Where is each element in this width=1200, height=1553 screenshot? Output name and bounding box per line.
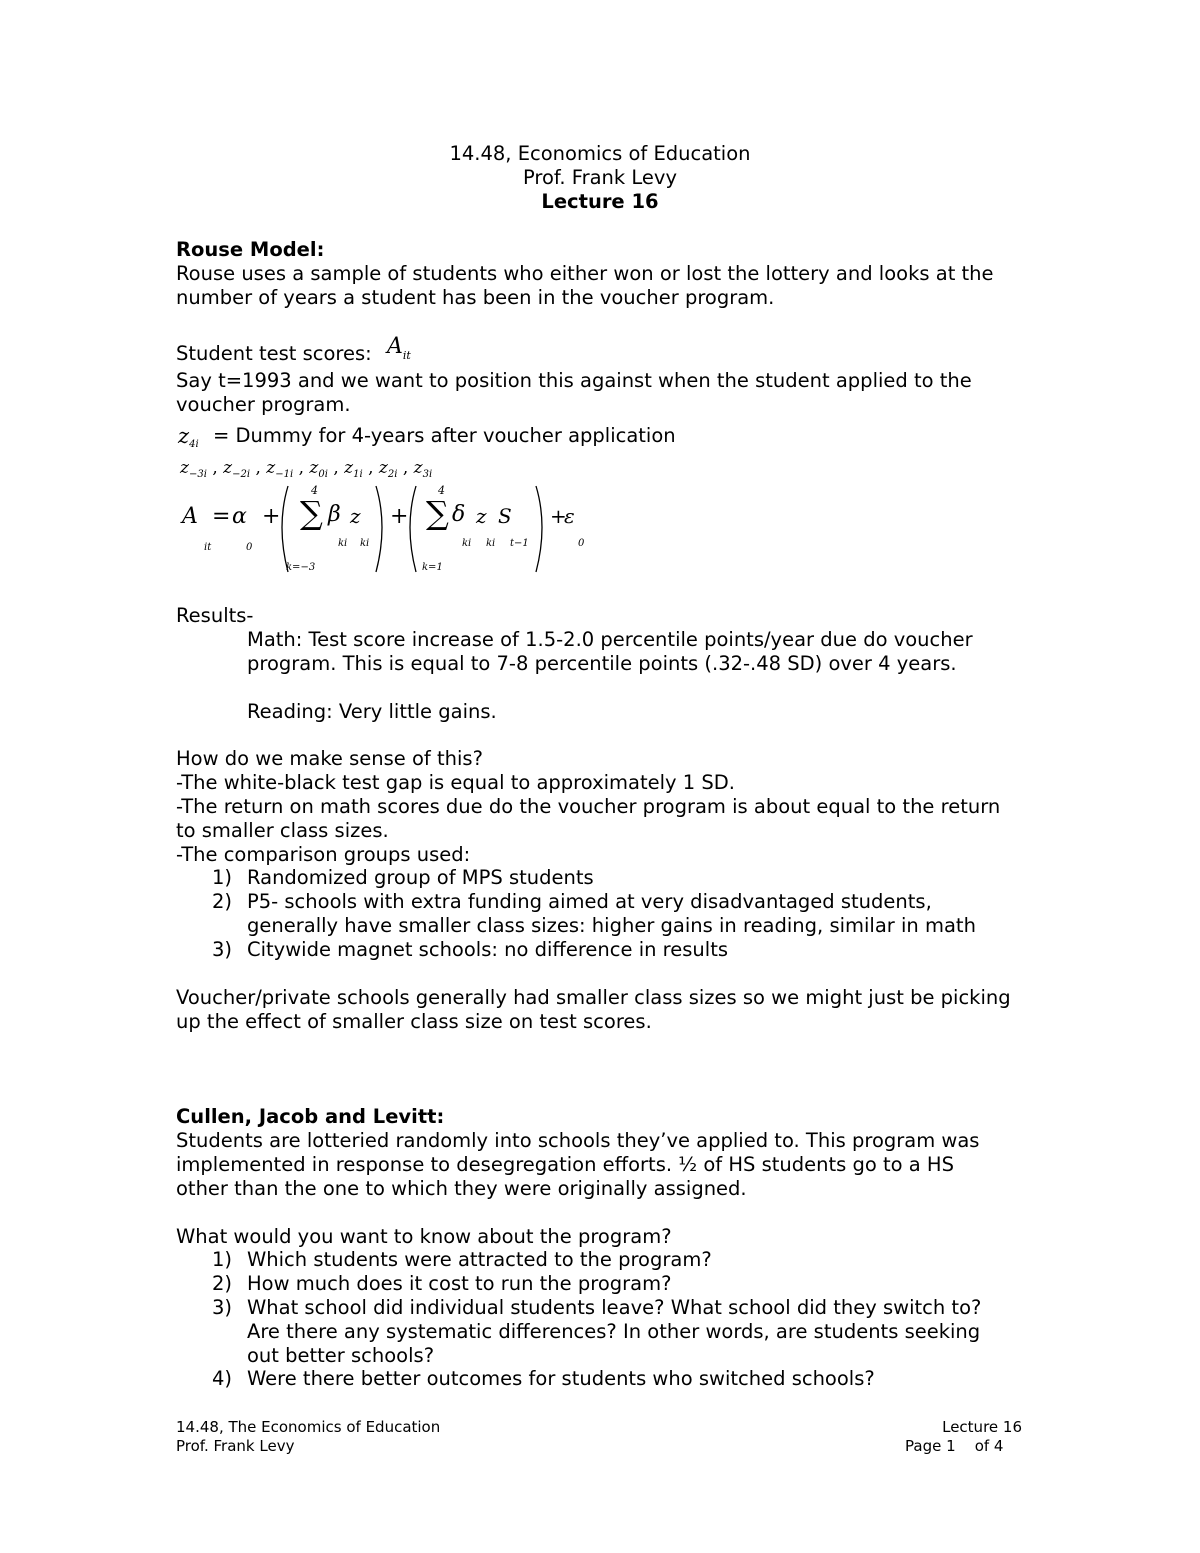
z-term-sub: 3i xyxy=(422,469,433,480)
eq-sum1-lower: k=−3 xyxy=(286,562,316,573)
z-term xyxy=(379,458,398,478)
voucher-line2: up the effect of smaller class size on test scores. xyxy=(176,1010,652,1033)
dummy-text: = Dummy for 4-years after voucher application xyxy=(213,424,676,447)
group-2-line2: generally have smaller class sizes: higher gains in reading, similar in math xyxy=(247,914,976,937)
group-2-number: 2) xyxy=(212,890,233,913)
program-question: What would you want to know about the program? xyxy=(176,1225,672,1248)
eq-beta: β xyxy=(328,502,341,527)
say-line2: voucher program. xyxy=(176,393,351,416)
item-3-line2: Are there any systematic differences? In other words, are students seeking xyxy=(247,1320,981,1343)
footer-course: 14.48, The Economics of Education xyxy=(176,1418,441,1436)
item-2-line1: How much does it cost to run the program? xyxy=(247,1272,672,1295)
rouse-heading: Rouse Model: xyxy=(176,238,325,261)
z-term xyxy=(414,458,433,478)
item-4-number: 4) xyxy=(212,1367,233,1390)
z-term-sub: −2i xyxy=(232,469,251,480)
z-term xyxy=(309,458,328,478)
paren-open-2 xyxy=(410,486,416,572)
sense-question: How do we make sense of this? xyxy=(176,747,483,770)
cullen-line2: implemented in response to desegregation efforts. ½ of HS students go to a HS xyxy=(176,1153,954,1176)
group-2-line1: P5- schools with extra funding aimed at very disadvantaged students, xyxy=(247,890,932,913)
z-term-symbol: z xyxy=(180,458,189,478)
cullen-line1: Students are lotteried randomly into schools they’ve applied to. This program was xyxy=(176,1129,980,1152)
z-terms-row xyxy=(180,458,432,480)
eq-plus-1: + xyxy=(262,504,281,529)
item-3-line3: out better schools? xyxy=(247,1344,435,1367)
item-1-line1: Which students were attracted to the program? xyxy=(247,1248,712,1271)
eq-plus-3: + xyxy=(550,504,567,528)
eq-equals: = xyxy=(212,504,231,529)
eq-z1: z xyxy=(350,504,361,528)
eq-s: S xyxy=(498,504,512,528)
eq-delta-sub: ki xyxy=(462,538,472,549)
dummy-symbol-letter: z xyxy=(178,424,190,448)
z-term-symbol: z xyxy=(309,458,319,478)
math-result-line2: program. This is equal to 7-8 percentile points (.32-.48 SD) over 4 years. xyxy=(247,652,957,675)
eq-sum1-sign: ∑ xyxy=(300,494,323,532)
z-term-sub: −1i xyxy=(275,469,294,480)
results-label: Results- xyxy=(176,604,254,627)
z-term-separator: , xyxy=(250,458,267,478)
gap-statement: -The white-black test gap is equal to approximately 1 SD. xyxy=(176,771,735,794)
lecture-title: Lecture 16 xyxy=(541,190,659,213)
z-term-sub: 0i xyxy=(318,469,328,480)
item-1-number: 1) xyxy=(212,1248,233,1271)
eq-sum2-upper: 4 xyxy=(438,484,445,497)
eq-s-sub: t−1 xyxy=(510,538,529,549)
scores-label: Student test scores: xyxy=(176,342,372,365)
eq-lhs-sub: it xyxy=(204,542,212,553)
return-line1: -The return on math scores due do the voucher program is about equal to the return xyxy=(176,795,1001,818)
scores-symbol-sub: it xyxy=(402,349,411,362)
group-1-number: 1) xyxy=(212,866,233,889)
return-line2: to smaller class sizes. xyxy=(176,819,389,842)
eq-delta: δ xyxy=(452,502,466,527)
rouse-equation xyxy=(170,480,610,580)
z-term-symbol: z xyxy=(344,458,354,478)
voucher-line1: Voucher/private schools generally had smaller class sizes so we might just be picking xyxy=(176,986,1011,1009)
scores-symbol-letter: A xyxy=(387,334,403,359)
z-term xyxy=(223,458,250,478)
eq-lhs: A xyxy=(182,504,198,529)
eq-z2: z xyxy=(476,504,487,528)
eq-alpha: α xyxy=(232,504,247,529)
group-1-line1: Randomized group of MPS students xyxy=(247,866,594,889)
item-3-number: 3) xyxy=(212,1296,233,1319)
professor-name: Prof. Frank Levy xyxy=(523,166,677,189)
footer-page: Page 1 of 4 xyxy=(905,1437,1004,1455)
reading-result: Reading: Very little gains. xyxy=(247,700,497,723)
cullen-line3: other than the one to which they were originally assigned. xyxy=(176,1177,747,1200)
paren-close-2 xyxy=(536,486,542,572)
z-term-separator: , xyxy=(397,458,414,478)
z-term-separator: , xyxy=(206,458,224,478)
z-term-symbol: z xyxy=(378,458,388,478)
z-term-sub: 1i xyxy=(353,469,363,480)
item-3-line1: What school did individual students leave? What school did they switch to? xyxy=(247,1296,982,1319)
paren-close-1 xyxy=(376,486,382,572)
z-term-symbol: z xyxy=(413,458,423,478)
z-term xyxy=(266,458,293,478)
group-3-number: 3) xyxy=(212,938,233,961)
footer-lecture: Lecture 16 xyxy=(942,1418,1022,1436)
dummy-symbol-sub: 4i xyxy=(189,439,199,450)
paren-open-1 xyxy=(282,486,288,572)
dummy-symbol xyxy=(178,424,199,450)
rouse-intro-line2: number of years a student has been in the voucher program. xyxy=(176,286,775,309)
z-term xyxy=(180,458,207,478)
item-2-number: 2) xyxy=(212,1272,233,1295)
cullen-heading: Cullen, Jacob and Levitt: xyxy=(176,1105,445,1128)
equation-svg xyxy=(170,480,610,580)
footer-professor: Prof. Frank Levy xyxy=(176,1437,295,1455)
item-4-line1: Were there better outcomes for students who switched schools? xyxy=(247,1367,875,1390)
z-term-sub: −3i xyxy=(188,469,207,480)
rouse-intro-line1: Rouse uses a sample of students who either won or lost the lottery and looks at the xyxy=(176,262,994,285)
z-term-symbol: z xyxy=(266,458,276,478)
say-line1: Say t=1993 and we want to position this against when the student applied to the xyxy=(176,369,972,392)
eq-sum2-sign: ∑ xyxy=(426,494,449,532)
z-term-separator: , xyxy=(362,458,379,478)
eq-sum2-lower: k=1 xyxy=(422,562,443,573)
z-term-separator: , xyxy=(293,458,310,478)
scores-symbol xyxy=(387,334,411,362)
eq-beta-sub: ki xyxy=(338,538,348,549)
z-term-sub: 2i xyxy=(387,469,398,480)
eq-epsilon-sub: 0 xyxy=(578,538,585,549)
course-title: 14.48, Economics of Education xyxy=(449,142,751,165)
z-term xyxy=(344,458,363,478)
eq-sum1-upper: 4 xyxy=(311,484,318,497)
math-result-line1: Math: Test score increase of 1.5-2.0 percentile points/year due do voucher xyxy=(247,628,973,651)
eq-z2-sub: ki xyxy=(486,538,496,549)
eq-epsilon: ε xyxy=(564,504,575,528)
z-term-separator: , xyxy=(327,458,345,478)
z-term-symbol: z xyxy=(223,458,233,478)
group-3-line1: Citywide magnet schools: no difference in results xyxy=(247,938,729,961)
eq-plus-2: + xyxy=(390,504,409,529)
eq-alpha-sub: 0 xyxy=(246,542,253,553)
eq-z1-sub: ki xyxy=(360,538,370,549)
comparison-label: -The comparison groups used: xyxy=(176,843,471,866)
